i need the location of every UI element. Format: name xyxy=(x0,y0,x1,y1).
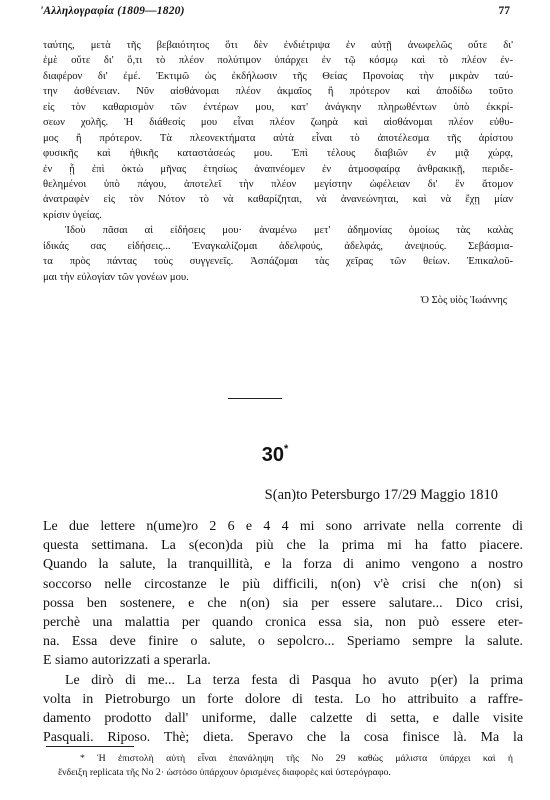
text-line: ἀνατραφὲν εἰς τὸν Νότον τὸ νὰ καθαρίζηται, νὰ ἀνανεώνηται, καὶ νὰ ἔχῃ μίαν xyxy=(43,194,513,206)
place-date-line: S(an)to Petersburgo 17/29 Maggio 1810 xyxy=(264,487,498,503)
text-line: Quando la salute, la tranquillità, e la forza di animo vengono a nostro xyxy=(43,557,523,573)
text-line: θελημένοι ὑπὸ πάγου, ἀποτελεῖ τὴν πλέον μεγίστην ὠφέλειαν δι' ἓν ἄτομον xyxy=(43,178,513,190)
text-line: σεων χολῆς. Ἡ διάθεσίς μου εἶναι πλέον ζωηρὰ καὶ αἰσθάνομαι πλέον εὐθυ- xyxy=(43,117,513,129)
text-line: διαφέρον δι' ἐμέ. Ἐκτιμῶ ὡς ἐκδήλωσιν τῆς Θείας Προνοίας τὴν μικρὰν ταύ- xyxy=(43,70,513,82)
text-line: damento prodotto dall' uniforme, dalle calzette di setta, e dalle visite xyxy=(43,710,523,726)
text-line: την ἀσθένειαν. Νῦν αἰσθάνομαι πλέον ἀκμαῖος ἢ πρότερον καὶ ἀποδίδω τοῦτο xyxy=(43,86,513,98)
text-line: questa settimana. La s(econ)da più che la prima mi ha fatto piacere. xyxy=(43,538,523,554)
text-line: na. Essa deve finire o salute, o sepolcro... Speriamo sempre la salute. xyxy=(43,634,523,650)
letter-number xyxy=(0,443,550,467)
footnote-line: ἔνδειξη replicata τῆς No 2· ὡστόσο ὑπάρχουν ὁρισμένες διαφορὲς καὶ ὑστερόγραφο. xyxy=(58,767,391,778)
text-line: μος ἢ πρότερον. Τὰ πλεονεκτήματα αὐτὰ εἶναι τὸ ἀποτέλεσμα τῆς ἀρίστου xyxy=(43,132,513,144)
text-line: ἰδικάς σας εἰδήσεις... Ἐναγκαλίζομαι ἀδελφούς, ἀδελφάς, ἀνεψιούς. Σεβάσμια- xyxy=(43,240,513,252)
text-line: ταύτης, μετὰ τῆς βεβαιότητος ὅτι δὲν ἐνδιέτριψα ἐν αὐτῇ ἀνωφελῶς οὔτε δι' xyxy=(43,40,513,51)
letter-number-value: 30 xyxy=(261,444,284,466)
text-line: Pasquali. Riposo. Thè; dieta. Speravo che la cosa finisce là. Ma la xyxy=(43,730,523,746)
text-line: Ἰδοὺ πᾶσαι αἱ εἰδήσεις μου· ἀναμένω μετ' ἀδημονίας ὁμοίως τὰς καλὰς xyxy=(65,225,513,237)
text-line: possa ben sostenere, e che n(on) sia per essere salutare... Dico crisi, xyxy=(43,595,523,611)
section-divider xyxy=(228,398,282,399)
greek-letter-text xyxy=(43,38,513,308)
text-line: ἐμὲ οὔτε δι' ὅ,τι τὸ πλέον πολύτιμον ὑπάρχει ἐν τῷ κόσμῳ καὶ τὸ πλέον ἐν- xyxy=(43,55,513,67)
text-line: ἐν ᾗ ἐπὶ ὀκτὼ μῆνας ἐτησίως ἀναπνέομεν ἐν ἀτμοσφαίρᾳ ἀνθρακικῇ, περιδε- xyxy=(43,163,513,175)
italian-letter-text xyxy=(43,517,523,747)
text-line: volta in Pietroburgo un forte dolore di testa. Lo ho attribuito a raffre- xyxy=(43,691,523,707)
signature: Ὁ Σὸς υἱὸς Ἰωάννης xyxy=(420,295,507,306)
footnote-marker: * xyxy=(283,443,289,455)
text-line: φυσικῆς καὶ ἠθικῆς καταστάσεώς μου. Ἐπὶ τέλους διαβιῶν ἐν μιᾷ χώρᾳ, xyxy=(43,148,513,160)
footnote xyxy=(58,752,513,780)
text-line: Le dirò di me... La terza festa di Pasqua ho avuto p(er) la prima xyxy=(65,672,523,688)
text-line: E siamo autorizzati a sperarla. xyxy=(43,653,211,669)
page-number: 77 xyxy=(498,5,510,17)
text-line: perchè una malattia per quando cronica essa sia, non può essere eter- xyxy=(43,614,523,630)
text-line: τα πρὸς πάντας τοὺς συγγενεῖς. Ἀσπάζομαι τὰς χεῖρας τῶν θείων. Ἐπικαλοῦ- xyxy=(43,256,513,268)
page-header xyxy=(40,5,510,21)
text-line: εἰς τὸν καθαρισμὸν τῶν ἐντέρων μου, κατ' ἀνάγκην πληρωθέντων ὑπὸ ἐκκρί- xyxy=(43,101,513,113)
text-line: μαι τὴν εὐλογίαν τῶν γονέων μου. xyxy=(43,271,189,283)
text-line: Le due lettere n(ume)ro 2 6 e 4 4 mi sono arrivate nella corrente di xyxy=(43,519,523,534)
footnote-line: * Ἡ ἐπιστολὴ αὐτὴ εἶναι ἐπανάληψη τῆς No 29 καθὼς μάλιστα ὑπάρχει καὶ ἡ xyxy=(80,753,513,764)
running-title: 'Αλληλογραφία (1809—1820) xyxy=(40,5,185,17)
text-line: soccorso nelle circostanze le più difficili, n(on) v'è crisi che n(on) si xyxy=(43,576,523,592)
footnote-rule xyxy=(46,746,134,747)
text-line: κρίσιν ὑγείας. xyxy=(43,209,102,221)
